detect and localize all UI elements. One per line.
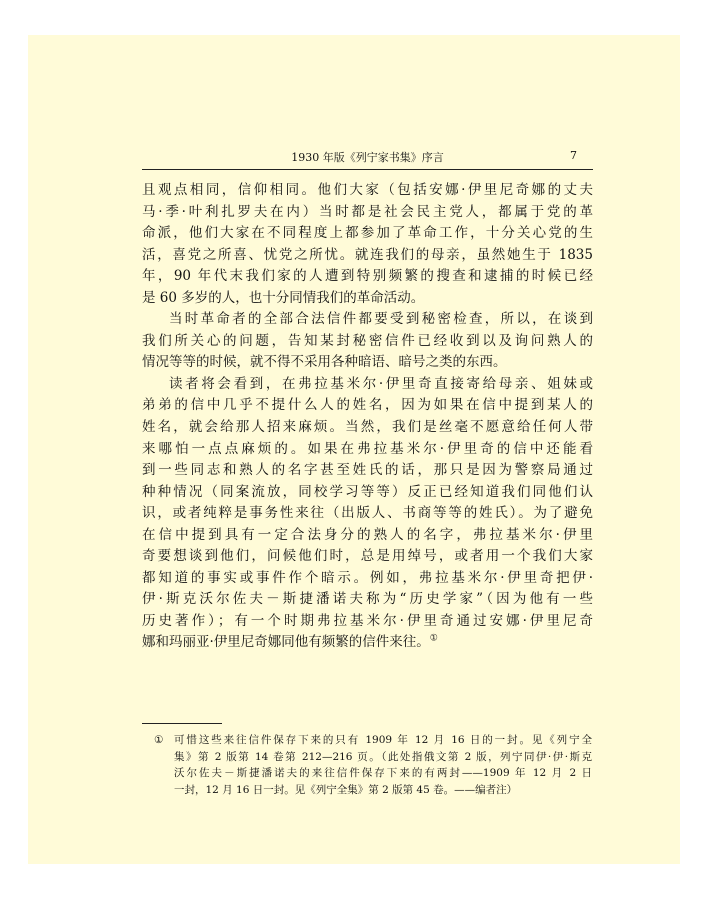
text-line: 我们所关心的问题，告知某封秘密信件已经收到以及询问熟人的	[142, 332, 593, 349]
text-line: 读者将会看到，在弗拉基米尔·伊里奇直接寄给母亲、姐妹或	[169, 375, 593, 392]
text-line-with-footnote	[142, 632, 593, 654]
text-line: 马·季·叶利扎罗夫在内）当时都是社会民主党人，都属于党的革	[142, 203, 593, 220]
text-line: 情况等等的时候，就不得不采用各种暗语、暗号之类的东西。	[142, 354, 507, 371]
text-line: 历史著作）；有一个时期弗拉基米尔·伊里奇通过安娜·伊里尼奇	[142, 612, 593, 629]
text-line: 伊·斯克沃尔佐夫－斯捷潘诺夫称为“历史学家”（因为他有一些	[142, 591, 593, 608]
text-line: 弟弟的信中几乎不提什么人的姓名，因为如果在信中提到某人的	[142, 397, 593, 414]
body-text	[142, 180, 593, 654]
text-line: 姓名，就会给那人招来麻烦。当然，我们是丝毫不愿意给任何人带	[142, 419, 593, 436]
paragraph	[142, 309, 593, 374]
text-line: 且观点相同，信仰相同。他们大家（包括安娜·伊里尼奇娜的丈夫	[142, 182, 593, 198]
running-header-title: 1930 年版《列宁家书集》序言	[291, 151, 444, 164]
paragraph	[142, 180, 593, 309]
text-line: 种种情况（同案流放，同校学习等等）反正已经知道我们同他们认	[142, 483, 593, 500]
text-line: 活，喜党之所喜、忧党之所忧。就连我们的母亲，虽然她生于 1835	[142, 246, 593, 263]
text-line: 来哪怕一点点麻烦的。如果在弗拉基米尔·伊里奇的信中还能看	[142, 440, 593, 457]
footnote-line: 可惜这些来往信件保存下来的只有 1909 年 12 月 16 日的一封。见《列宁全	[174, 734, 592, 746]
footnote	[154, 732, 592, 798]
text-line: 都知道的事实或事件作个暗示。例如，弗拉基米尔·伊里奇把伊·	[142, 569, 593, 586]
text-line: 是 60 多岁的人，也十分同情我们的革命活动。	[142, 289, 425, 306]
text-line: 娜和玛丽亚·伊里尼奇娜同他有频繁的信件来往。	[142, 634, 430, 651]
text-line: 在信中提到具有一定合法身分的熟人的名字，弗拉基米尔·伊里	[142, 526, 593, 543]
text-line: 奇要想谈到他们，问候他们时，总是用绰号，或者用一个我们大家	[142, 548, 593, 565]
text-line: 当时革命者的全部合法信件都要受到秘密检查，所以，在谈到	[169, 311, 593, 328]
book-page	[28, 35, 680, 864]
text-line: 识，或者纯粹是事务性来往（出版人、书商等等的姓氏）。为了避免	[142, 505, 593, 522]
page-number: 7	[570, 149, 577, 162]
footnote-line: 沃尔佐夫－斯捷潘诺夫的来往信件保存下来的有两封——1909 年 12 月 2 日	[174, 767, 592, 779]
running-header	[142, 147, 593, 170]
footnote-reference[interactable]: ①	[429, 633, 438, 644]
text-line: 命派，他们大家在不同程度上都参加了革命工作，十分关心党的生	[142, 225, 593, 242]
paragraph	[142, 374, 593, 654]
footnote-line: 一封，12 月 16 日一封。见《列宁全集》第 2 版第 45 卷。——编者注）	[174, 783, 518, 796]
text-line: 到一些同志和熟人的名字甚至姓氏的话，那只是因为警察局通过	[142, 462, 593, 479]
footnote-divider	[142, 723, 222, 724]
footnote-number: ①	[154, 734, 164, 746]
footnote-line: 集》第 2 版第 14 卷第 212—216 页。（此处指俄文第 2 版，列宁同伊·伊·斯克	[174, 750, 592, 763]
text-line: 年，90 年代末我们家的人遭到特别频繁的搜查和逮捕的时候已经	[142, 268, 593, 285]
